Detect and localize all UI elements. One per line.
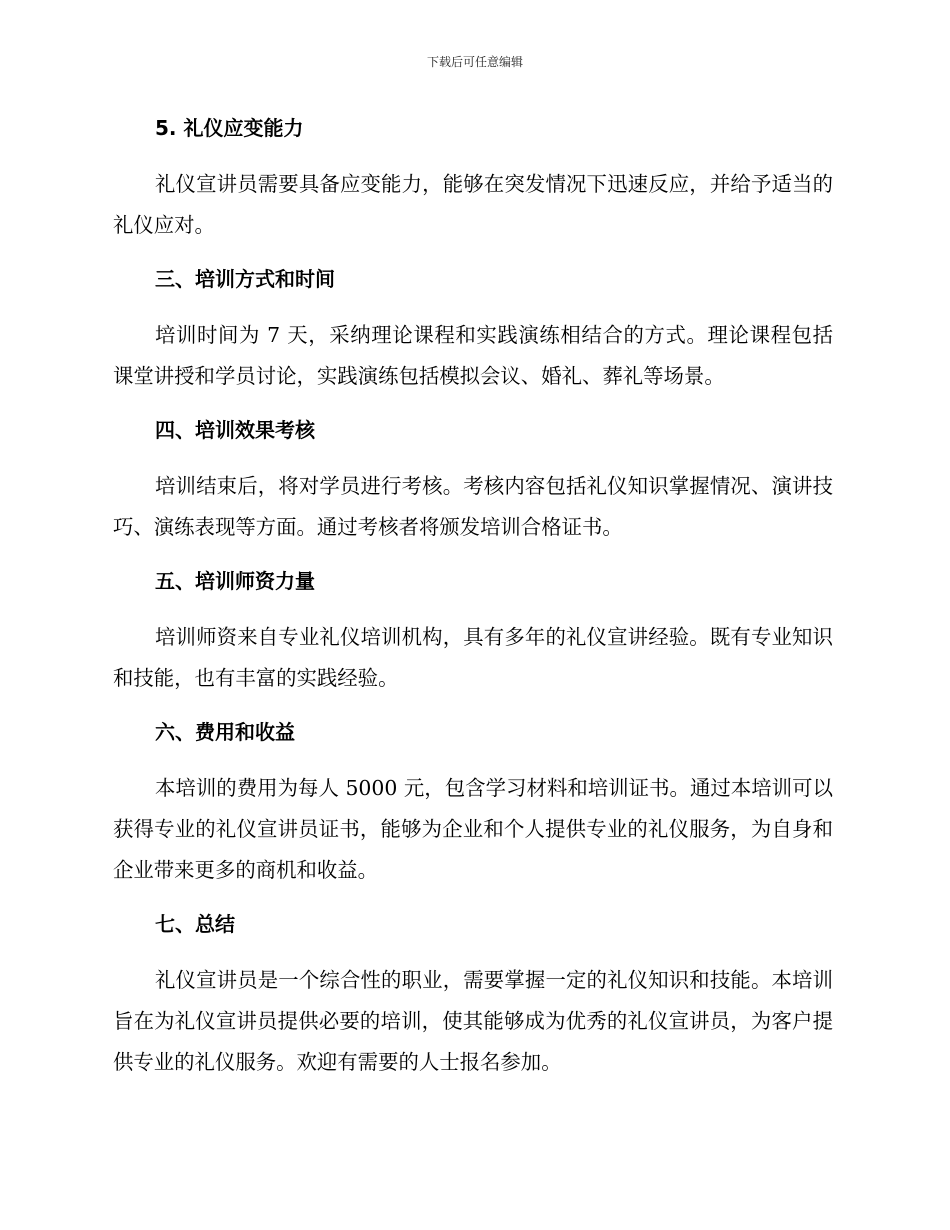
section-paragraph-trainers: 培训师资来自专业礼仪培训机构，具有多年的礼仪宣讲经验。既有专业知识和技能，也有丰富的实践经验。	[113, 625, 833, 690]
section-heading-adaptability: 5. 礼仪应变能力	[155, 116, 304, 140]
document-body	[113, 110, 833, 1083]
page-header: 下载后可任意编辑	[426, 55, 523, 69]
section-heading-training-method: 三、培训方式和时间	[155, 267, 335, 291]
section-heading-fees: 六、费用和收益	[155, 720, 295, 744]
section-paragraph-training-method: 培训时间为 7 天，采纳理论课程和实践演练相结合的方式。理论课程包括课堂讲授和学员讨论，实践演练包括模拟会议、婚礼、葬礼等场景。	[113, 323, 833, 388]
section-heading-trainers: 五、培训师资力量	[155, 569, 315, 593]
section-paragraph-fees: 本培训的费用为每人 5000 元，包含学习材料和培训证书。通过本培训可以获得专业的礼仪宣讲员证书，能够为企业和个人提供专业的礼仪服务，为自身和企业带来更多的商机和收益。	[113, 776, 833, 882]
section-heading-summary: 七、总结	[155, 912, 235, 936]
section-heading-assessment: 四、培训效果考核	[155, 418, 315, 442]
section-paragraph-summary: 礼仪宣讲员是一个综合性的职业，需要掌握一定的礼仪知识和技能。本培训旨在为礼仪宣讲员提供必要的培训，使其能够成为优秀的礼仪宣讲员，为客户提供专业的礼仪服务。欢迎有需要的人士报名参加。	[113, 968, 833, 1074]
section-paragraph-assessment: 培训结束后，将对学员进行考核。考核内容包括礼仪知识掌握情况、演讲技巧、演练表现等方面。通过考核者将颁发培训合格证书。	[113, 474, 833, 539]
section-paragraph-adaptability: 礼仪宣讲员需要具备应变能力，能够在突发情况下迅速反应，并给予适当的礼仪应对。	[113, 172, 833, 237]
